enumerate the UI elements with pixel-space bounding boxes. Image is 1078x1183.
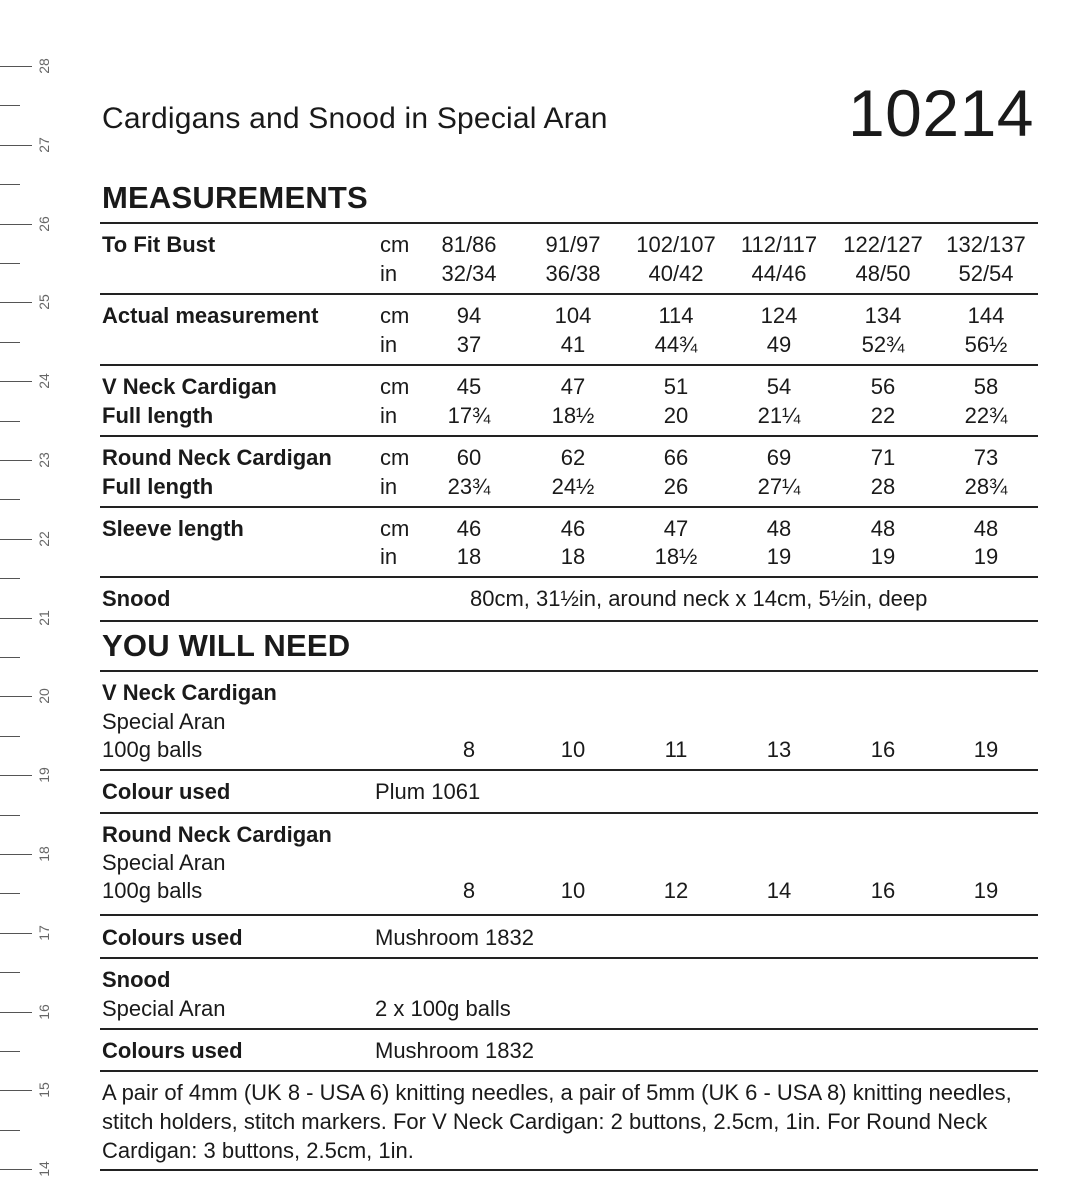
ruler-number: 24 xyxy=(36,373,52,389)
size-value: 16 xyxy=(870,878,896,903)
ruler-tick xyxy=(0,381,32,382)
vneck-label: V Neck Cardigan xyxy=(102,374,277,399)
ruler-tick xyxy=(0,854,32,855)
size-value: 22 xyxy=(870,403,896,428)
ruler-number: 19 xyxy=(36,767,52,783)
ruler-tick xyxy=(0,972,20,973)
divider xyxy=(100,957,1038,959)
ruler-tick xyxy=(0,302,32,303)
size-value: 26 xyxy=(663,474,689,499)
ruler-number: 21 xyxy=(36,609,52,626)
unit-cm: cm xyxy=(380,232,410,257)
divider xyxy=(100,293,1038,295)
ruler-tick xyxy=(0,421,20,422)
ruler-tick xyxy=(0,1051,20,1052)
size-value: 58 xyxy=(973,374,999,399)
size-value: 21¼ xyxy=(757,403,801,428)
ruler-number: 16 xyxy=(36,1003,52,1020)
size-value: 24½ xyxy=(551,474,595,499)
need-round-balls: 100g balls xyxy=(102,878,203,903)
size-value: 66 xyxy=(663,445,689,470)
size-value: 48 xyxy=(973,516,999,541)
size-value: 36/38 xyxy=(545,261,601,286)
size-value: 104 xyxy=(554,303,592,328)
size-value: 19 xyxy=(973,737,999,762)
ruler-tick xyxy=(0,1130,20,1131)
size-value: 18½ xyxy=(654,544,698,569)
ruler-tick xyxy=(0,736,20,737)
sleeve-label: Sleeve length xyxy=(102,516,244,541)
size-value: 102/107 xyxy=(636,232,716,257)
unit-in: in xyxy=(380,332,398,357)
bust-label: To Fit Bust xyxy=(102,232,216,257)
size-value: 12 xyxy=(663,878,689,903)
size-value: 47 xyxy=(560,374,586,399)
ruler-tick xyxy=(0,1169,32,1170)
measurements-heading: MEASUREMENTS xyxy=(102,180,368,215)
divider xyxy=(100,506,1038,508)
size-value: 122/127 xyxy=(843,232,923,257)
actual-label: Actual measurement xyxy=(102,303,319,328)
size-value: 48 xyxy=(870,516,896,541)
size-value: 69 xyxy=(766,445,792,470)
ruler-number: 26 xyxy=(36,215,52,232)
unit-cm: cm xyxy=(380,445,410,470)
divider xyxy=(100,914,1038,916)
size-value: 40/42 xyxy=(648,261,704,286)
size-value: 41 xyxy=(560,332,586,357)
size-value: 22¾ xyxy=(964,403,1008,428)
size-value: 62 xyxy=(560,445,586,470)
size-value: 10 xyxy=(560,878,586,903)
ruler-number: 28 xyxy=(36,58,52,74)
ruler-tick xyxy=(0,1012,32,1013)
divider xyxy=(100,812,1038,814)
divider xyxy=(100,1070,1038,1072)
size-value: 51 xyxy=(663,374,689,399)
ruler-tick xyxy=(0,145,32,146)
ruler-tick xyxy=(0,815,20,816)
ruler-number: 14 xyxy=(36,1161,52,1177)
size-value: 18 xyxy=(560,544,586,569)
size-value: 48/50 xyxy=(855,261,911,286)
unit-cm: cm xyxy=(380,516,410,541)
size-value: 37 xyxy=(456,332,482,357)
size-value: 13 xyxy=(766,737,792,762)
ruler-tick xyxy=(0,105,20,106)
page-title: Cardigans and Snood in Special Aran xyxy=(102,102,608,135)
ruler-tick xyxy=(0,893,20,894)
divider xyxy=(100,769,1038,771)
size-value: 112/117 xyxy=(740,232,818,257)
snood-label: Snood xyxy=(102,586,171,611)
size-value: 19 xyxy=(973,878,999,903)
need-snood-colour: Mushroom 1832 xyxy=(375,1038,534,1063)
size-value: 19 xyxy=(870,544,896,569)
size-value: 54 xyxy=(766,374,792,399)
unit-in: in xyxy=(380,261,398,286)
need-round-title: Round Neck Cardigan xyxy=(102,822,332,847)
size-value: 56 xyxy=(870,374,896,399)
size-value: 44¾ xyxy=(654,332,698,357)
divider xyxy=(100,1028,1038,1030)
pattern-number: 10214 xyxy=(847,76,1034,150)
need-round-colour-label: Colours used xyxy=(102,925,243,950)
size-value: 73 xyxy=(973,445,999,470)
size-value: 14 xyxy=(766,878,792,903)
divider xyxy=(100,1169,1038,1171)
divider xyxy=(100,435,1038,437)
need-vneck-balls: 100g balls xyxy=(102,737,203,762)
ruler-tick xyxy=(0,184,20,185)
unit-cm: cm xyxy=(380,303,410,328)
ruler-tick xyxy=(0,618,32,619)
size-value: 132/137 xyxy=(946,232,1026,257)
you-will-need-heading: YOU WILL NEED xyxy=(102,628,351,663)
ruler-tick xyxy=(0,263,20,264)
unit-cm: cm xyxy=(380,374,410,399)
size-value: 17¾ xyxy=(447,403,491,428)
size-value: 18½ xyxy=(551,403,595,428)
need-round-colour: Mushroom 1832 xyxy=(375,925,534,950)
size-value: 48 xyxy=(766,516,792,541)
unit-in: in xyxy=(380,403,398,428)
divider xyxy=(100,576,1038,578)
size-value: 71 xyxy=(870,445,896,470)
vneck-sublabel: Full length xyxy=(102,403,214,428)
size-value: 91/97 xyxy=(545,232,601,257)
ruler-tick xyxy=(0,224,32,225)
need-vneck-colour-label: Colour used xyxy=(102,779,231,804)
ruler-tick xyxy=(0,578,20,579)
need-round-yarn: Special Aran xyxy=(102,850,226,875)
divider xyxy=(100,222,1038,224)
snood-size: 80cm, 31½in, around neck x 14cm, 5½in, deep xyxy=(470,586,928,611)
size-value: 114 xyxy=(658,303,694,328)
ruler-tick xyxy=(0,539,32,540)
size-value: 56½ xyxy=(964,332,1008,357)
ruler-number: 23 xyxy=(36,452,52,468)
ruler-tick xyxy=(0,775,32,776)
need-vneck-yarn: Special Aran xyxy=(102,709,226,734)
size-value: 49 xyxy=(766,332,792,357)
ruler-tick xyxy=(0,1090,32,1091)
size-value: 23¾ xyxy=(447,474,491,499)
size-value: 19 xyxy=(973,544,999,569)
size-value: 44/46 xyxy=(751,261,807,286)
size-value: 60 xyxy=(456,445,482,470)
need-vneck-colour: Plum 1061 xyxy=(375,779,481,804)
need-snood-title: Snood xyxy=(102,967,171,992)
ruler-number: 27 xyxy=(36,137,52,153)
divider xyxy=(100,670,1038,672)
size-value: 81/86 xyxy=(441,232,497,257)
ruler-number: 20 xyxy=(36,688,52,705)
notes-paragraph: A pair of 4mm (UK 8 - USA 6) knitting needles, a pair of 5mm (UK 6 - USA 8) knitting needles, stitch holders, stitch markers. For V Neck Cardigan: 2 buttons, 2.5cm, 1in. For Round Neck Cardigan: 3 buttons, 2.5cm, 1in. xyxy=(102,1080,1012,1163)
size-value: 47 xyxy=(663,516,689,541)
size-value: 94 xyxy=(456,303,482,328)
size-value: 124 xyxy=(760,303,798,328)
divider xyxy=(100,620,1038,622)
ruler-tick xyxy=(0,342,20,343)
round-sublabel: Full length xyxy=(102,474,214,499)
need-snood-amount: 2 x 100g balls xyxy=(375,996,511,1021)
size-value: 52/54 xyxy=(958,261,1014,286)
size-value: 144 xyxy=(967,303,1005,328)
size-value: 134 xyxy=(864,303,902,328)
ruler-tick xyxy=(0,657,20,658)
size-value: 8 xyxy=(462,878,476,903)
size-value: 20 xyxy=(663,403,689,428)
size-value: 46 xyxy=(456,516,482,541)
size-value: 46 xyxy=(560,516,586,541)
size-value: 28¾ xyxy=(964,474,1008,499)
ruler-number: 22 xyxy=(36,531,52,547)
size-value: 45 xyxy=(456,374,482,399)
size-value: 16 xyxy=(870,737,896,762)
need-snood-yarn: Special Aran xyxy=(102,996,226,1021)
size-value: 8 xyxy=(462,737,476,762)
size-value: 52¾ xyxy=(861,332,905,357)
unit-in: in xyxy=(380,474,398,499)
size-value: 32/34 xyxy=(441,261,497,286)
size-value: 10 xyxy=(560,737,586,762)
ruler-number: 25 xyxy=(36,294,52,311)
round-label: Round Neck Cardigan xyxy=(102,445,332,470)
size-value: 11 xyxy=(664,737,688,762)
size-value: 19 xyxy=(766,544,792,569)
ruler-tick xyxy=(0,499,20,500)
ruler-number: 17 xyxy=(36,925,52,941)
size-value: 18 xyxy=(456,544,482,569)
size-value: 28 xyxy=(870,474,896,499)
ruler-tick xyxy=(0,933,32,934)
need-snood-colour-label: Colours used xyxy=(102,1038,243,1063)
ruler-number: 15 xyxy=(36,1082,52,1099)
ruler-tick xyxy=(0,460,32,461)
ruler-tick xyxy=(0,66,32,67)
unit-in: in xyxy=(380,544,398,569)
size-value: 27¼ xyxy=(757,474,801,499)
divider xyxy=(100,364,1038,366)
need-vneck-title: V Neck Cardigan xyxy=(102,680,277,705)
ruler-tick xyxy=(0,696,32,697)
ruler xyxy=(0,0,70,1183)
ruler-number: 18 xyxy=(36,846,52,862)
